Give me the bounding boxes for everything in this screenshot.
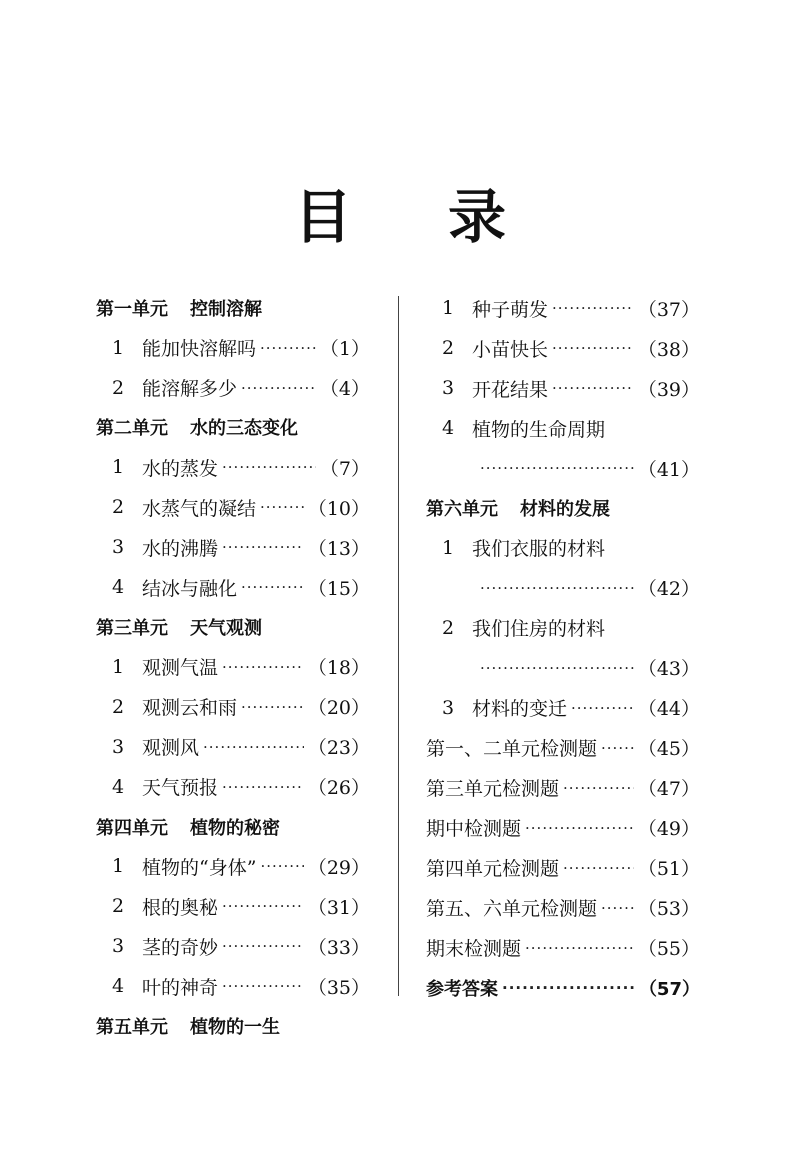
unit-label: 第三单元 [96,617,168,639]
unit-label: 第四单元 [96,817,168,839]
entry-title: 我们衣服的材料 [472,538,606,561]
page-title [0,170,800,254]
entry-page: （51） [637,858,700,881]
toc-entry[interactable] [426,888,700,928]
entry-page: （53） [637,898,700,921]
toc-entry[interactable] [426,328,700,368]
entry-page: （45） [637,738,700,761]
entry-title: 能溶解多少 [142,378,238,401]
dot-leader [502,979,635,997]
dot-leader [480,459,634,477]
entry-page: （44） [637,698,700,721]
column-divider [398,296,399,996]
dot-leader [563,779,634,797]
entry-number: 3 [112,735,125,758]
entry-title: 能加快溶解吗 [142,338,257,361]
unit-name: 植物的秘密 [190,817,280,839]
dot-leader [260,857,303,875]
entry-number: 1 [112,336,125,359]
entry-page: （7） [319,457,370,480]
entry-title: 观测风 [142,737,200,760]
entry-page: （35） [307,976,370,999]
toc-entry[interactable] [96,368,370,408]
entry-page: （15） [307,577,370,600]
entry-page: （38） [637,338,700,361]
toc-unit-heading[interactable] [96,607,370,647]
toc-entry[interactable] [96,687,370,727]
dot-leader [601,739,634,757]
toc-entry-continuation[interactable] [426,648,700,688]
unit-name: 水的三态变化 [190,418,298,440]
entry-page: （33） [307,936,370,959]
dot-leader [552,299,634,317]
entry-page: （42） [637,578,700,601]
unit-label: 第一单元 [96,298,168,320]
entry-title: 叶的神奇 [142,976,219,999]
unit-name: 控制溶解 [190,298,262,320]
entry-title: 观测气温 [142,657,219,680]
toc-entry-continuation[interactable] [426,568,700,608]
toc-entry[interactable] [426,728,700,768]
dot-leader [601,899,634,917]
toc-entry[interactable] [96,328,370,368]
toc-entry[interactable] [96,647,370,687]
entry-number: 3 [442,696,455,719]
dot-leader [222,658,304,676]
dot-leader [260,339,316,357]
entry-page: （1） [319,338,370,361]
entry-number: 2 [442,616,455,639]
unit-label: 第六单元 [426,498,498,520]
toc-right-column [426,288,700,1008]
entry-number: 4 [442,417,455,439]
dot-leader [571,699,634,717]
entry-title: 结冰与融化 [142,577,238,600]
entry-number: 1 [112,456,125,479]
toc-unit-heading[interactable] [426,488,700,528]
entry-title: 小苗快长 [472,338,549,361]
entry-title: 参考答案 [426,978,498,1000]
dot-leader [241,698,304,716]
title-char-1: 目 [293,183,352,251]
entry-page: （13） [307,537,370,560]
toc-entry[interactable] [96,886,370,926]
toc-entry[interactable] [96,846,370,886]
entry-page: （41） [637,458,700,481]
toc-entry[interactable] [426,928,700,968]
toc-entry[interactable] [96,966,370,1006]
entry-page: （47） [637,778,700,801]
entry-number: 2 [112,895,125,918]
toc-entry[interactable] [426,368,700,408]
entry-title: 茎的奇妙 [142,936,219,959]
entry-page: （39） [637,378,700,401]
entry-title: 第五、六单元检测题 [426,898,598,921]
entry-title: 水的沸腾 [142,537,219,560]
entry-number: 3 [442,377,455,399]
toc-entry[interactable] [426,608,700,648]
dot-leader [222,937,304,955]
dot-leader [480,579,634,597]
entry-number: 1 [112,855,125,878]
toc-entry[interactable] [96,527,370,567]
toc-unit-heading[interactable] [96,408,370,448]
dot-leader [552,339,634,357]
entry-number: 2 [112,695,125,718]
dot-leader [222,977,304,995]
toc-entry[interactable] [426,408,700,448]
entry-title: 材料的变迁 [472,698,568,721]
toc-unit-heading[interactable] [96,288,370,328]
entry-page: （55） [637,938,700,961]
entry-number: 3 [112,536,125,559]
entry-number: 4 [112,975,125,998]
entry-number: 2 [112,496,125,519]
dot-leader [222,458,316,476]
entry-title: 开花结果 [472,378,549,401]
entry-number: 2 [442,337,455,359]
dot-leader [260,498,304,516]
title-char-2: 录 [448,183,507,251]
toc-entry[interactable] [96,487,370,527]
entry-title: 天气预报 [142,777,219,800]
entry-page: （29） [307,856,370,879]
entry-page: （37） [637,298,700,321]
entry-title: 观测云和雨 [142,697,238,720]
toc-unit-heading[interactable] [96,807,370,847]
unit-name: 天气观测 [190,617,262,639]
toc-unit-heading[interactable] [96,1006,370,1046]
toc-entry[interactable] [96,767,370,807]
entry-number: 1 [112,655,125,678]
entry-number: 4 [112,775,125,798]
entry-title: 第四单元检测题 [426,858,560,881]
toc-entry[interactable] [426,528,700,568]
toc-entry-continuation[interactable] [426,448,700,488]
entry-page: （20） [307,697,370,720]
entry-title: 期末检测题 [426,938,522,961]
entry-title: 水的蒸发 [142,457,219,480]
entry-page: （31） [307,896,370,919]
unit-label: 第二单元 [96,418,168,440]
entry-page: （49） [637,818,700,841]
toc-entry[interactable] [96,447,370,487]
dot-leader [203,738,304,756]
entry-page: （57） [638,978,700,1000]
entry-title: 第一、二单元检测题 [426,738,598,761]
entry-page: （43） [637,658,700,681]
unit-name: 植物的一生 [190,1017,280,1039]
entry-page: （18） [307,657,370,680]
entry-title: 种子萌发 [472,298,549,321]
toc-entry[interactable] [426,288,700,328]
entry-title: 我们住房的材料 [472,618,606,641]
dot-leader [222,778,304,796]
entry-title: 水蒸气的凝结 [142,497,257,520]
dot-leader [480,659,634,677]
dot-leader [525,939,634,957]
toc-entry[interactable] [96,926,370,966]
dot-leader [241,379,316,397]
entry-title: 期中检测题 [426,818,522,841]
unit-name: 材料的发展 [520,498,610,520]
toc-entry[interactable] [96,567,370,607]
dot-leader [241,578,304,596]
toc-entry[interactable] [426,768,700,808]
dot-leader [563,859,634,877]
entry-number: 2 [112,376,125,399]
entry-title: 第三单元检测题 [426,778,560,801]
entry-page: （26） [307,777,370,800]
entry-title: 植物的“身体” [142,856,257,879]
toc-entry[interactable] [426,968,700,1008]
entry-page: （10） [307,497,370,520]
dot-leader [222,897,304,915]
toc-entry[interactable] [426,688,700,728]
entry-number: 1 [442,536,455,559]
entry-number: 3 [112,935,125,958]
toc-left-column [96,288,370,1046]
toc-entry[interactable] [96,727,370,767]
entry-title: 根的奥秘 [142,896,219,919]
dot-leader [525,819,634,837]
toc-entry[interactable] [426,848,700,888]
dot-leader [552,379,634,397]
entry-page: （4） [319,378,370,401]
entry-title: 植物的生命周期 [472,418,606,441]
entry-page: （23） [307,737,370,760]
entry-number: 4 [112,576,125,599]
toc-entry[interactable] [426,808,700,848]
unit-label: 第五单元 [96,1017,168,1039]
entry-number: 1 [442,297,455,319]
dot-leader [222,538,304,556]
